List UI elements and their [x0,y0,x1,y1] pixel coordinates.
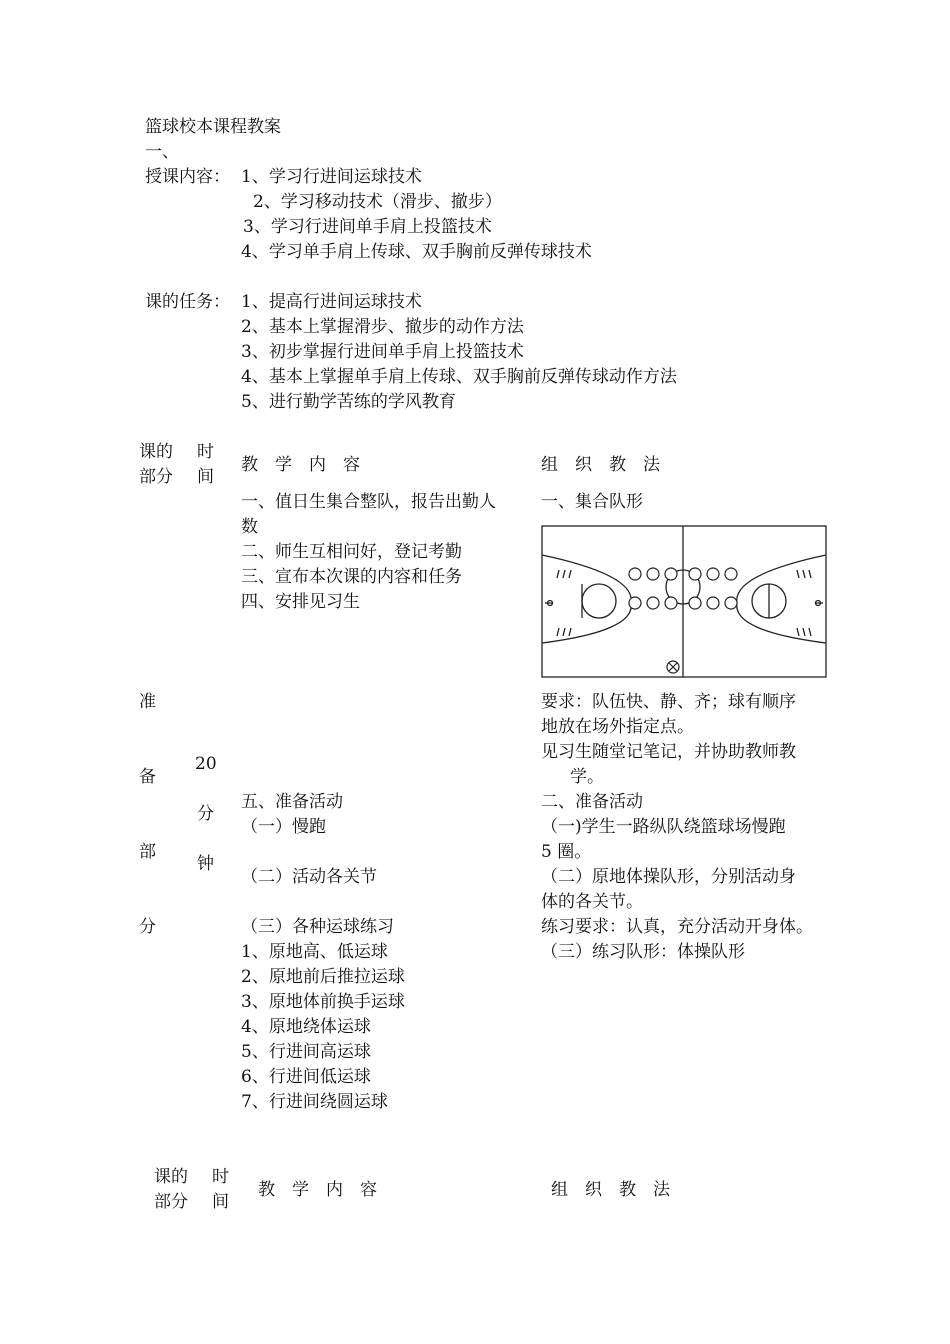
drill-item: 5、行进间高运球 [241,1042,371,1062]
method-line: 练习要求：认真，充分活动开身体。 [541,917,813,937]
method-line: （三）练习队形：体操队形 [541,942,745,962]
content-item: 3、学习行进间单手肩上投篮技术 [243,217,492,237]
method-line: 地放在场外指定点。 [541,717,694,737]
tasks-label: 课的任务： [145,292,230,312]
drill-item: 6、行进间低运球 [241,1067,371,1087]
teacher-marker [667,661,679,673]
basketball-court-diagram [541,525,827,678]
drill-item: 7、行进间绕圆运球 [241,1092,388,1112]
header-time: 间 [212,1192,229,1212]
task-item: 1、提高行进间运球技术 [241,292,422,312]
header-part: 课的 [154,1167,188,1187]
header-part: 部分 [139,467,173,487]
content-item: 1、学习行进间运球技术 [241,167,422,187]
method-line: 5 圈。 [541,842,592,862]
content-label: 授课内容： [145,167,230,187]
content-line: （三）各种运球练习 [241,917,394,937]
drill-item: 2、原地前后推拉运球 [241,967,405,987]
method-line: 二、准备活动 [541,792,643,812]
time-minutes: 20 [195,754,217,774]
section-number: 一、 [145,142,179,162]
content-line: （一）慢跑 [241,817,326,837]
header-time: 时 [212,1167,229,1187]
header-time: 时 [197,442,214,462]
court-boundary [542,526,826,677]
header-part: 部分 [154,1192,188,1212]
task-item: 3、初步掌握行进间单手肩上投篮技术 [241,342,524,362]
method-line: （二）原地体操队形，分别活动身 [541,867,796,887]
part-char: 准 [139,692,156,712]
drill-item: 3、原地体前换手运球 [241,992,405,1012]
content-line: 数 [241,517,258,537]
task-item: 4、基本上掌握单手肩上传球、双手胸前反弹传球动作方法 [241,367,677,387]
part-char: 备 [139,767,156,787]
task-item: 2、基本上掌握滑步、撤步的动作方法 [241,317,524,337]
method-line: 体的各关节。 [541,892,643,912]
method-line: 一、集合队形 [541,492,643,512]
time-unit: 分 [197,804,214,824]
left-free-throw-circle [582,584,616,618]
drill-item: 4、原地绕体运球 [241,1017,371,1037]
content-line: （二）活动各关节 [241,867,377,887]
time-unit: 钟 [197,854,214,874]
header-content: 教 学 内 容 [258,1180,377,1200]
content-item: 4、学习单手肩上传球、双手胸前反弹传球技术 [241,242,592,262]
method-line: （一)学生一路纵队绕篮球场慢跑 [541,817,786,837]
content-line: 四、安排见习生 [241,592,360,612]
title: 篮球校本课程教案 [145,117,281,137]
drill-item: 1、原地高、低运球 [241,942,388,962]
content-line: 二、师生互相问好，登记考勤 [241,542,462,562]
content-line: 五、准备活动 [241,792,343,812]
right-three-point-line [737,555,826,643]
method-line: 见习生随堂记笔记，并协助教师教 [541,742,796,762]
header-part: 课的 [139,442,173,462]
part-char: 部 [139,842,156,862]
method-line: 要求：队伍快、静、齐；球有顺序 [541,692,796,712]
header-time: 间 [197,467,214,487]
part-char: 分 [139,917,156,937]
content-item: 2、学习移动技术（滑步、撤步） [253,192,502,212]
method-line: 学。 [570,767,604,787]
header-content: 教 学 内 容 [241,455,360,475]
content-line: 一、值日生集合整队，报告出勤人 [241,492,496,512]
header-method: 组 织 教 法 [541,455,660,475]
content-line: 三、宣布本次课的内容和任务 [241,567,462,587]
task-item: 5、进行勤学苦练的学风教育 [241,392,456,412]
header-method: 组 织 教 法 [551,1180,670,1200]
left-three-point-line [542,555,631,643]
